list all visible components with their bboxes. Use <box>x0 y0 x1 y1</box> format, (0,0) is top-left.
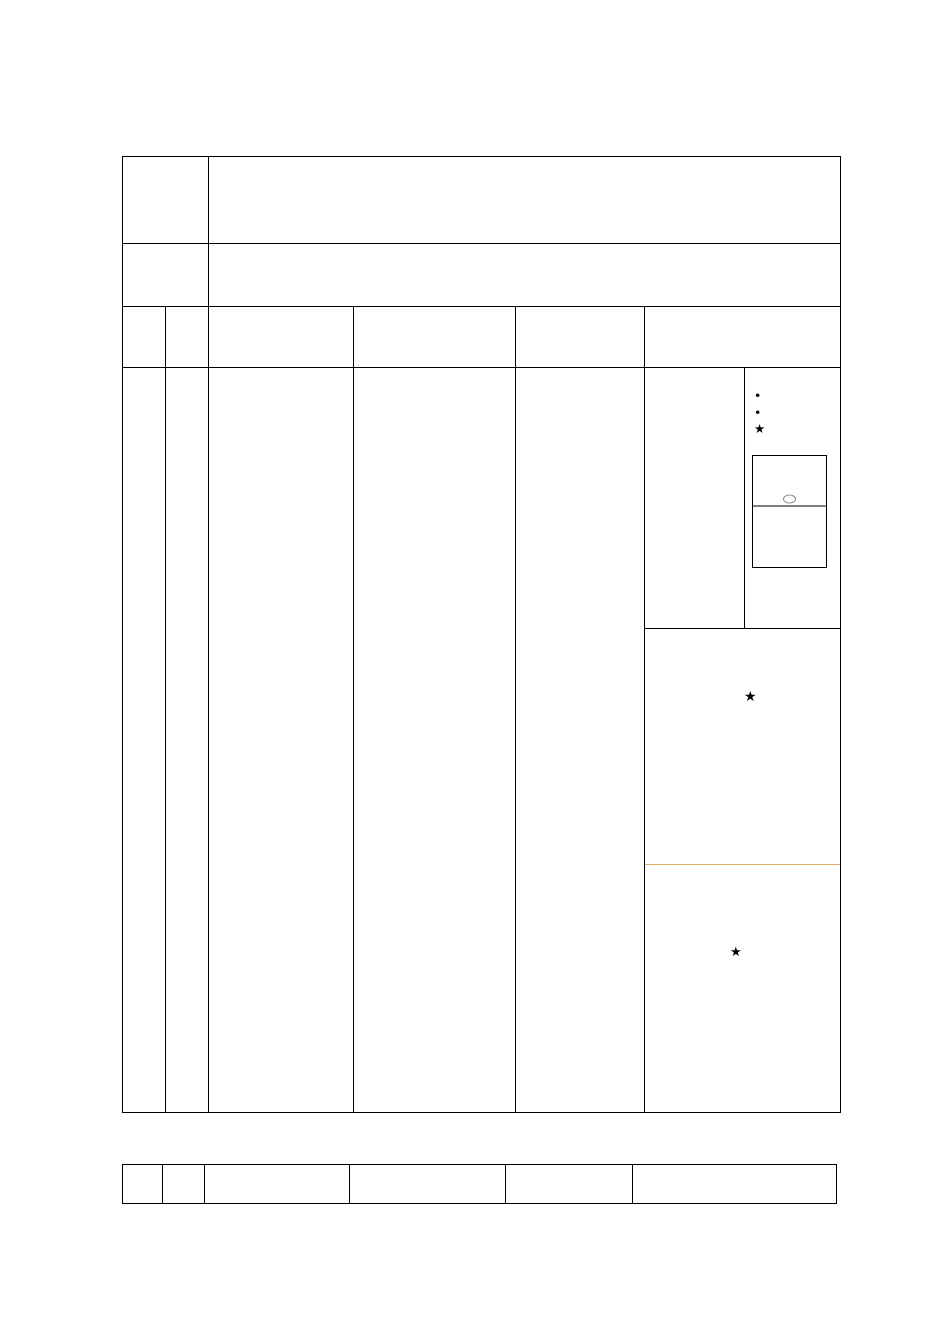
objective-item <box>224 174 834 191</box>
person-icon: • <box>754 388 762 403</box>
person-icon: • <box>754 404 762 420</box>
teacher-star-icon: ★ <box>744 689 757 705</box>
teacher-star-icon: ★ <box>730 945 742 958</box>
legend <box>754 388 834 438</box>
objective-item <box>224 157 834 174</box>
formation-figure-2 <box>660 878 810 958</box>
court-diagram <box>752 455 828 569</box>
objectives-list <box>224 157 834 240</box>
objective-item <box>224 207 834 224</box>
objective-item <box>224 190 834 207</box>
star-icon: ★ <box>754 421 766 437</box>
objective-item <box>224 223 834 240</box>
formation-figure-1 <box>700 628 800 708</box>
page-title <box>0 92 950 131</box>
